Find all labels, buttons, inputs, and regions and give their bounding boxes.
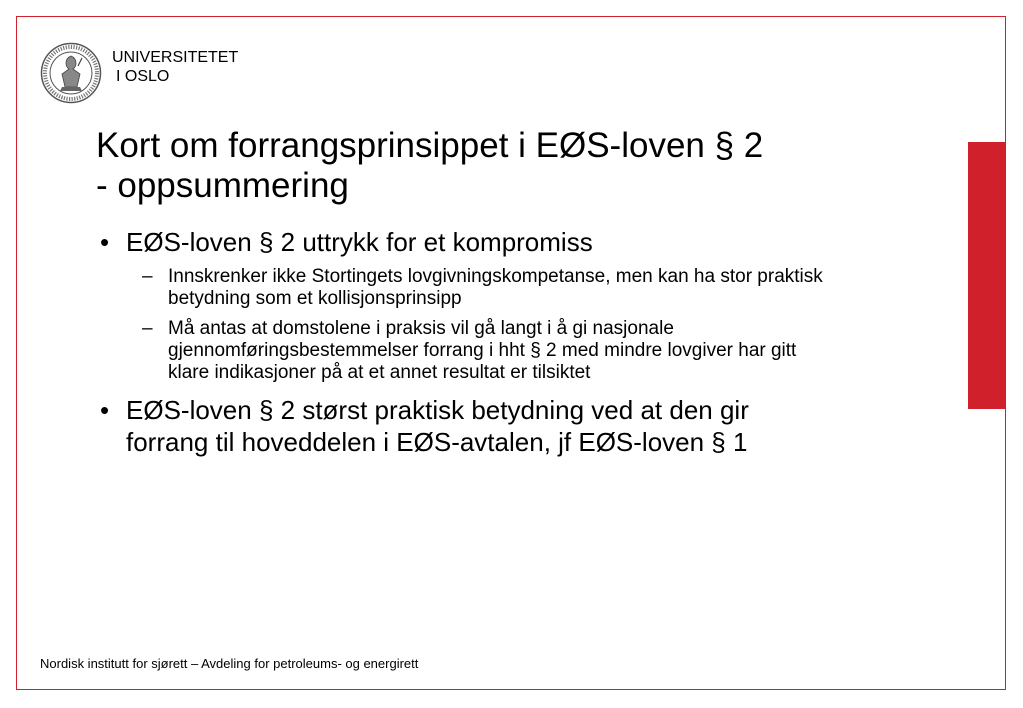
subbullet-text: Innskrenker ikke Stortingets lovgivningskompetanse, men kan ha stor praktisk betydning som et kollisjonsprinsipp [168,266,823,309]
bullet-text: EØS-loven § 2 uttrykk for et kompromiss [126,227,593,257]
subbullet-marker: – [142,318,153,339]
subbullet-text: Må antas at domstolene i praksis vil gå langt i å gi nasjonale gjennomføringsbestemmelser forrang i hht § 2 med mindre lovgiver har gitt klare indikasjoner på at et annet resultat er tilsiktet [168,318,797,383]
bullet-item [96,394,826,458]
subbullet-item [96,266,826,310]
bullet-marker: • [100,227,110,257]
bullet-item [96,226,826,258]
university-name [112,48,238,86]
subbullet-marker: – [142,266,153,287]
footer-text: Nordisk institutt for sjørett – Avdeling for petroleums- og energirett [40,656,419,671]
university-name-line2: I OSLO [116,68,170,85]
slide-title: Kort om forrangsprinsippet i EØS-loven § 2 - oppsummering [96,126,764,205]
accent-bar [968,142,1006,409]
university-seal-icon [40,42,102,104]
subbullet-item [96,318,826,384]
bullet-marker: • [100,395,110,425]
bullet-text: EØS-loven § 2 størst praktisk betydning ved at den gir forrang til hoveddelen i EØS-avtalen, jf EØS-loven § 1 [126,395,749,457]
slide-content [96,226,826,458]
university-name-line1: UNIVERSITETET [112,49,239,66]
